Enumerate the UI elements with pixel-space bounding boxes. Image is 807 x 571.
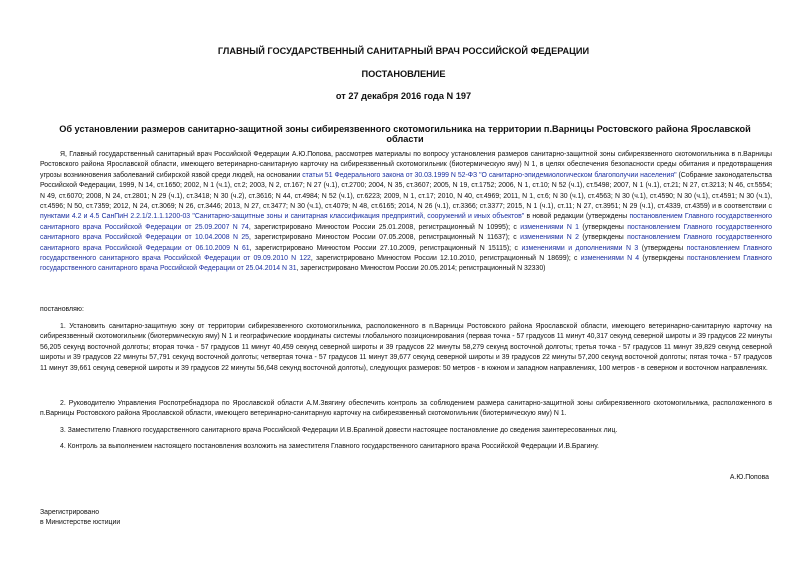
clause-1: 1. Установить санитарно-защитную зону от территории сибиреязвенного скотомогильника, расположенного в п.Варницы Ростовского района Ярославской области, имеющего ветеринарно-санитарную карточку на сибиреязвенный скотомогильник (биотермическую яму) N 1 и географические координаты системы глобального позиционирования (первая точка - 57 градусов 11 минут 40,317 секунд северной широты и 39 градусов 22 минуты 56,205 секунд восточной долготы; вторая точка - 57 градусов 11 минут 40,459 секунд северной широты и 39 градусов 22 минуты 58,279 секунд восточной долготы; третья точка - 57 градусов 11 минут 39,829 секунд северной широты и 39 градусов 22 минуты 57,791 секунд восточной долготы; четвертая точка - 57 градусов 11 минут 39,677 секунд северной широты и 39 градусов 22 минуты 57,200 секунд восточной долготы; пятая точка - 57 градусов 11 минут 39,661 секунд северной широты и 39 градусов 22 минуты 56,648 секунд восточной долготы), следующих размеров: 50 метров - в южном и западном направлениях, 100 метров - в северном и восточном направлениях. [40,323,772,372]
preamble-text: (утверждены [639,255,687,263]
preamble-text: Я, Главный государственный санитарный врач Российской Федерации А.Ю.Попова, рассмотрев материалы по вопросу установления размеров санитарно-защитной зоны сибиреязвенного скотомогильника в п.Варницы Ростовского района Ярославской области, имеющего ветеринарно-санитарную карточку на сибиреязвенный скотомогильник (биотермическую яму) N 1, в целях обеспечения безопасности среды обитания и предотвращения угрозы возникновения заболеваний сибирской язвой среди людей, на основании [40,151,772,179]
registration-line-2: в Министерстве юстиции [40,519,121,526]
preamble-text: , зарегистрировано Минюстом России 27.10.2009, регистрационный N 15115); с [249,244,522,252]
preamble-text: , зарегистрировано Минюстом России 25.01.2008, регистрационный N 10995); с [248,223,521,231]
preamble-text: в новой редакции (утверждены [524,213,630,221]
resolution-25-link[interactable]: постановлением Главного государственного санитарного врача Российской Федерации от 10.04.2008 N 25 [40,223,772,242]
preamble-text: (утверждены [638,244,687,252]
amendments-1-link[interactable]: изменениями N 1 [520,223,580,231]
resolution-74-link[interactable]: постановлением Главного государственного санитарного врача Российской Федерации от 25.09.2007 N 74 [40,213,772,231]
document-type: ПОСТАНОВЛЕНИЕ [361,69,446,79]
resolution-31-link[interactable]: постановлением Главного государственного санитарного врача Российской Федерации от 25.04.2014 N 31 [40,255,772,273]
law-52fz-link[interactable]: статьи 51 Федерального закона от 30.03.1999 N 52-ФЗ "О санитарно-эпидемиологическом благополучии населения" [302,171,677,179]
resolution-122-link[interactable]: постановлением Главного государственного санитарного врача Российской Федерации от 09.09.2010 N 122 [40,244,772,263]
document-title: Об установлении размеров санитарно-защитной зоны сибиреязвенного скотомогильника на территории п.Варницы Ростовского района Ярославской области [59,124,751,144]
sanpin-link[interactable]: пунктами 4.2 и 4.5 СанПиН 2.2.1/2.1.1.1200-03 "Санитарно-защитные зоны и санитарная классификация предприятий, сооружений и иных объектов" [40,213,525,221]
resolution-61-link[interactable]: постановлением Главного государственного санитарного врача Российской Федерации от 06.10.2009 N 61 [40,234,772,252]
amendments-4-link[interactable]: изменениями N 4 [580,255,640,263]
document-date-number: от 27 декабря 2016 года N 197 [335,91,472,101]
issuing-authority: ГЛАВНЫЙ ГОСУДАРСТВЕННЫЙ САНИТАРНЫЙ ВРАЧ РОССИЙСКОЙ ФЕДЕРАЦИИ [217,46,590,56]
amendments-2-link[interactable]: изменениями N 2 [520,234,579,242]
preamble-text: (утверждены [579,223,628,231]
preamble-paragraph [40,150,772,275]
preamble-text: , зарегистрировано Минюстом России 20.05.2014; регистрационный N 32330) [296,265,546,273]
preamble-text: , зарегистрировано Минюстом России 07.05.2008, регистрационный N 11637); с [249,234,521,242]
amendments-3-link[interactable]: изменениями и дополнениями N 3 [521,244,639,252]
preamble-text: (утверждены [578,234,628,242]
resolves-heading: постановляю: [40,306,84,313]
registration-line-1: Зарегистрировано [40,509,100,516]
clause-4: 4. Контроль за выполнением настоящего постановления возложить на заместителя Главного государственного санитарного врача Российской Федерации И.В.Брагину. [60,443,599,450]
preamble-text: (Собрание законодательства Российской Федерации, 1999, N 14, ст.1650; 2002, N 1 (ч.1), ст.2; 2003, N 2, ст.167; N 27 (ч.1), ст.2700; 2004, N 35, ст.3607; 2005, N 19, ст.1752; 2006, N 1, ст.10; N 52 (ч.1), ст.5498; 2007, N 1 (ч.1), ст.21; N 27, ст.3213; N 46, ст.5554; N 49, ст.6070; 2008, N 24, ст.2801; N 29 (ч.1), ст.3418; N 30 (ч.2), ст.3616; N 44, ст.4984; N 52 (ч.1), ст.6223; 2009, N 1, ст.17; 2010, N 40, ст.4969; 2011, N 1, ст.6; N 30 (ч.1), ст.4563; N 30 (ч.1), ст.4590; N 30 (ч.1), ст.4591; N 30 (ч.1), ст.4596; N 50, ст.7359; 2012, N 24, ст.3069; N 26, ст.3446; 2013, N 27, ст.3477; N 30 (ч.1), ст.4079; N 48, ст.6165; 2014, N 26 (ч.1), ст.3366; ст.3377; 2015, N 1 (ч.1), ст.11; N 27, ст.3951; N 29 (ч.1), ст.4339, ст.4359) и в соответствии с [40,171,772,211]
preamble-text: , зарегистрировано Минюстом России 12.10.2010, регистрационный N 18699); с [310,255,581,263]
clause-2: 2. Руководителю Управления Роспотребнадзора по Ярославской области А.М.Звягину обеспечить контроль за соблюдением размера санитарно-защитной зоны сибиреязвенного скотомогильника, расположенного в п.Варницы Ростовского района Ярославской области, имеющего ветеринарно-санитарную карточку на сибиреязвенный скотомогильник (биотермическую яму) N 1. [40,400,772,418]
signature: А.Ю.Попова [729,474,769,481]
clause-3: 3. Заместителю Главного государственного санитарного врача Российской Федерации И.В.Брагиной довести настоящее постановление до сведения заинтересованных лиц. [60,427,618,434]
